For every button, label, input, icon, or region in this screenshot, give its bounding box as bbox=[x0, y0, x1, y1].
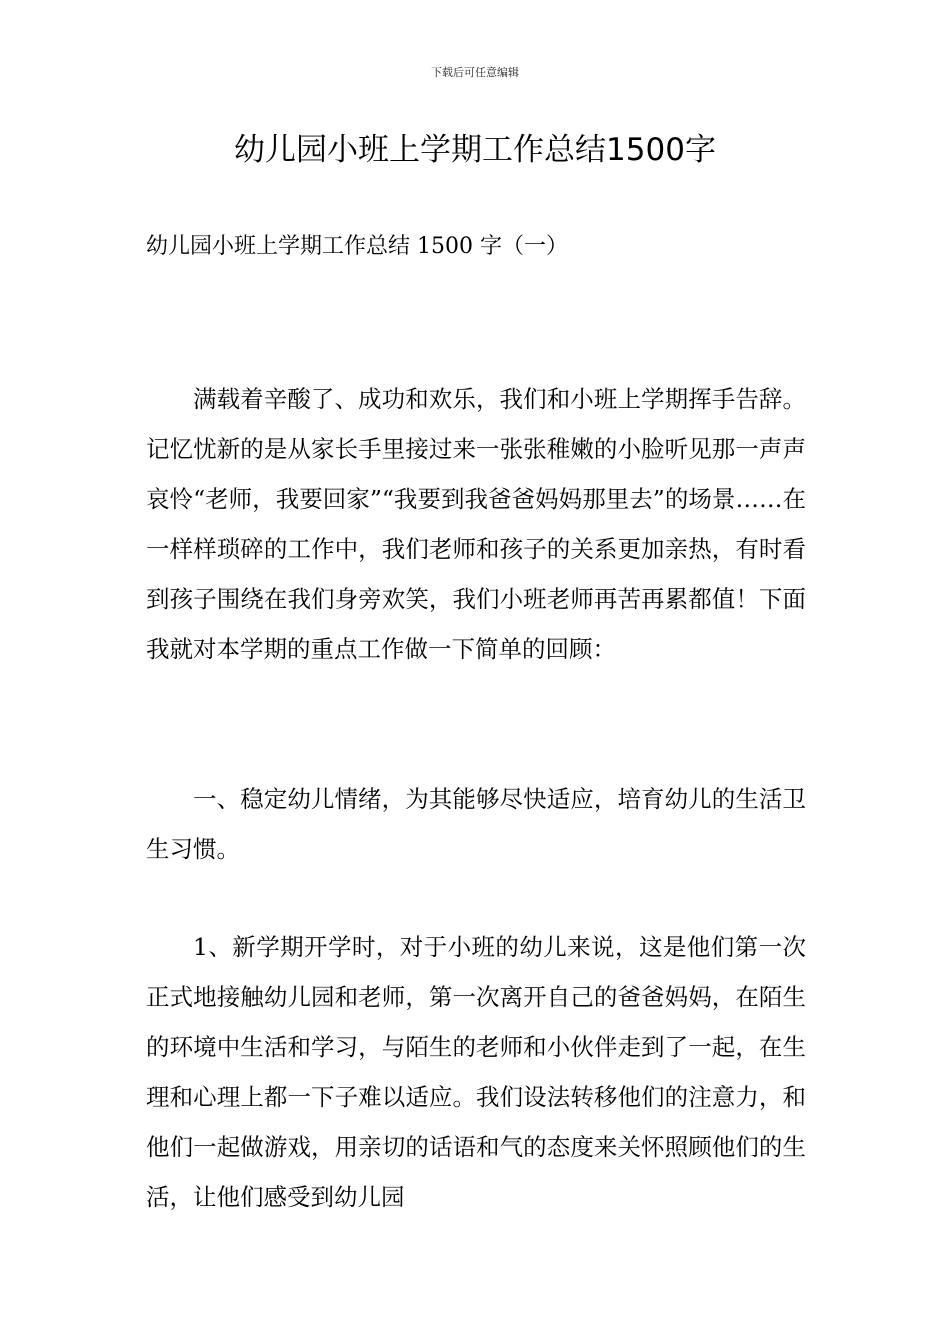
document-title: 幼儿园小班上学期工作总结1500字 bbox=[234, 132, 716, 168]
document-subtitle: 幼儿园小班上学期工作总结 1500 字（一） bbox=[146, 234, 568, 259]
paragraph-item-one: 1、新学期开学时，对于小班的幼儿来说，这是他们第一次正式地接触幼儿园和老师，第一次离开自己的爸爸妈妈，在陌生的环境中生活和学习，与陌生的老师和小伙伴走到了一起，在生理和心理上都一下子难以适应。我们设法转移他们的注意力，和他们一起做游戏，用亲切的话语和气的态度来关怀照顾他们的生活，让他们感受到幼儿园 bbox=[146, 933, 806, 1211]
header-note: 下载后可任意编辑 bbox=[431, 66, 519, 79]
paragraph-section-one-heading: 一、稳定幼儿情绪，为其能够尽快适应，培育幼儿的生活卫生习惯。 bbox=[146, 785, 806, 863]
paragraph-intro: 满载着辛酸了、成功和欢乐，我们和小班上学期挥手告辞。记忆忧新的是从家长手里接过来一张张稚嫩的小脸听见那一声声哀怜“老师，我要回家”“我要到我爸爸妈妈那里去”的场景……在一样样琐碎的工作中，我们老师和孩子的关系更加亲热，有时看到孩子围绕在我们身旁欢笑，我们小班老师再苦再累都值！下面我就对本学期的重点工作做一下简单的回顾： bbox=[146, 385, 806, 663]
